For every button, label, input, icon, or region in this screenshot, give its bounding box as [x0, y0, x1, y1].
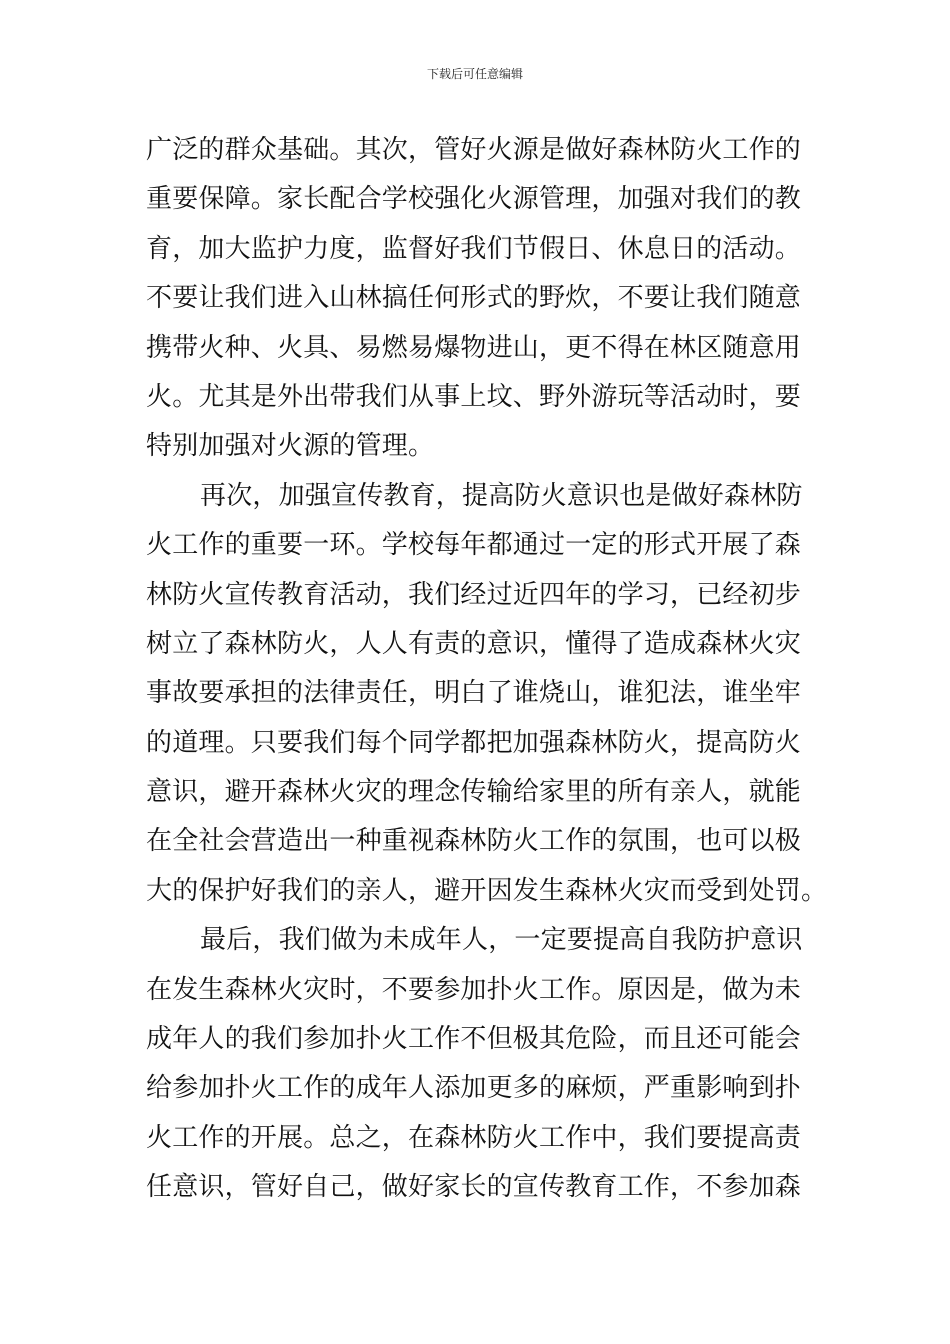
- text-line: 携带火种、火具、易燃易爆物进山，更不得在林区随意用: [146, 332, 802, 363]
- text-line: 意识，避开森林火灾的理念传输给家里的所有亲人，就能: [146, 777, 802, 808]
- paragraph: [146, 916, 808, 1212]
- text-line: 给参加扑火工作的成年人添加更多的麻烦，严重影响到扑: [146, 1073, 802, 1104]
- text-line: 树立了森林防火，人人有责的意识，懂得了造成森林火灾: [146, 628, 802, 659]
- text-line: 特别加强对火源的管理。: [146, 431, 435, 462]
- text-line: 成年人的我们参加扑火工作不但极其危险，而且还可能会: [146, 1024, 802, 1055]
- text-line: 大的保护好我们的亲人，避开因发生森林火灾而受到处罚。: [146, 875, 828, 906]
- page-header: 下载后可任意编辑: [426, 67, 523, 81]
- text-line: 火工作的重要一环。学校每年都通过一定的形式开展了森: [146, 530, 802, 561]
- text-line: 任意识，管好自己，做好家长的宣传教育工作，不参加森: [146, 1172, 802, 1203]
- text-line: 林防火宣传教育活动，我们经过近四年的学习，已经初步: [146, 579, 802, 610]
- text-line: 的道理。只要我们每个同学都把加强森林防火，提高防火: [146, 727, 802, 758]
- text-line: 在发生森林火灾时，不要参加扑火工作。原因是，做为未: [146, 974, 802, 1005]
- text-line: 火。尤其是外出带我们从事上坟、野外游玩等活动时，要: [146, 381, 802, 412]
- text-line: 育，加大监护力度，监督好我们节假日、休息日的活动。: [146, 233, 802, 264]
- text-line: 最后，我们做为未成年人，一定要提高自我防护意识: [200, 925, 803, 956]
- text-line: 不要让我们进入山林搞任何形式的野炊，不要让我们随意: [146, 283, 802, 314]
- text-line: 广泛的群众基础。其次，管好火源是做好森林防火工作的: [146, 135, 802, 165]
- text-line: 在全社会营造出一种重视森林防火工作的氛围，也可以极: [146, 826, 802, 857]
- text-line: 火工作的开展。总之，在森林防火工作中，我们要提高责: [146, 1122, 802, 1153]
- paragraph: [146, 472, 828, 917]
- document-body: [146, 126, 828, 1213]
- text-line: 再次，加强宣传教育，提高防火意识也是做好森林防: [200, 480, 803, 511]
- paragraph: [146, 126, 808, 472]
- text-line: 事故要承担的法律责任，明白了谁烧山，谁犯法，谁坐牢: [146, 678, 802, 709]
- text-line: 重要保障。家长配合学校强化火源管理，加强对我们的教: [146, 184, 802, 215]
